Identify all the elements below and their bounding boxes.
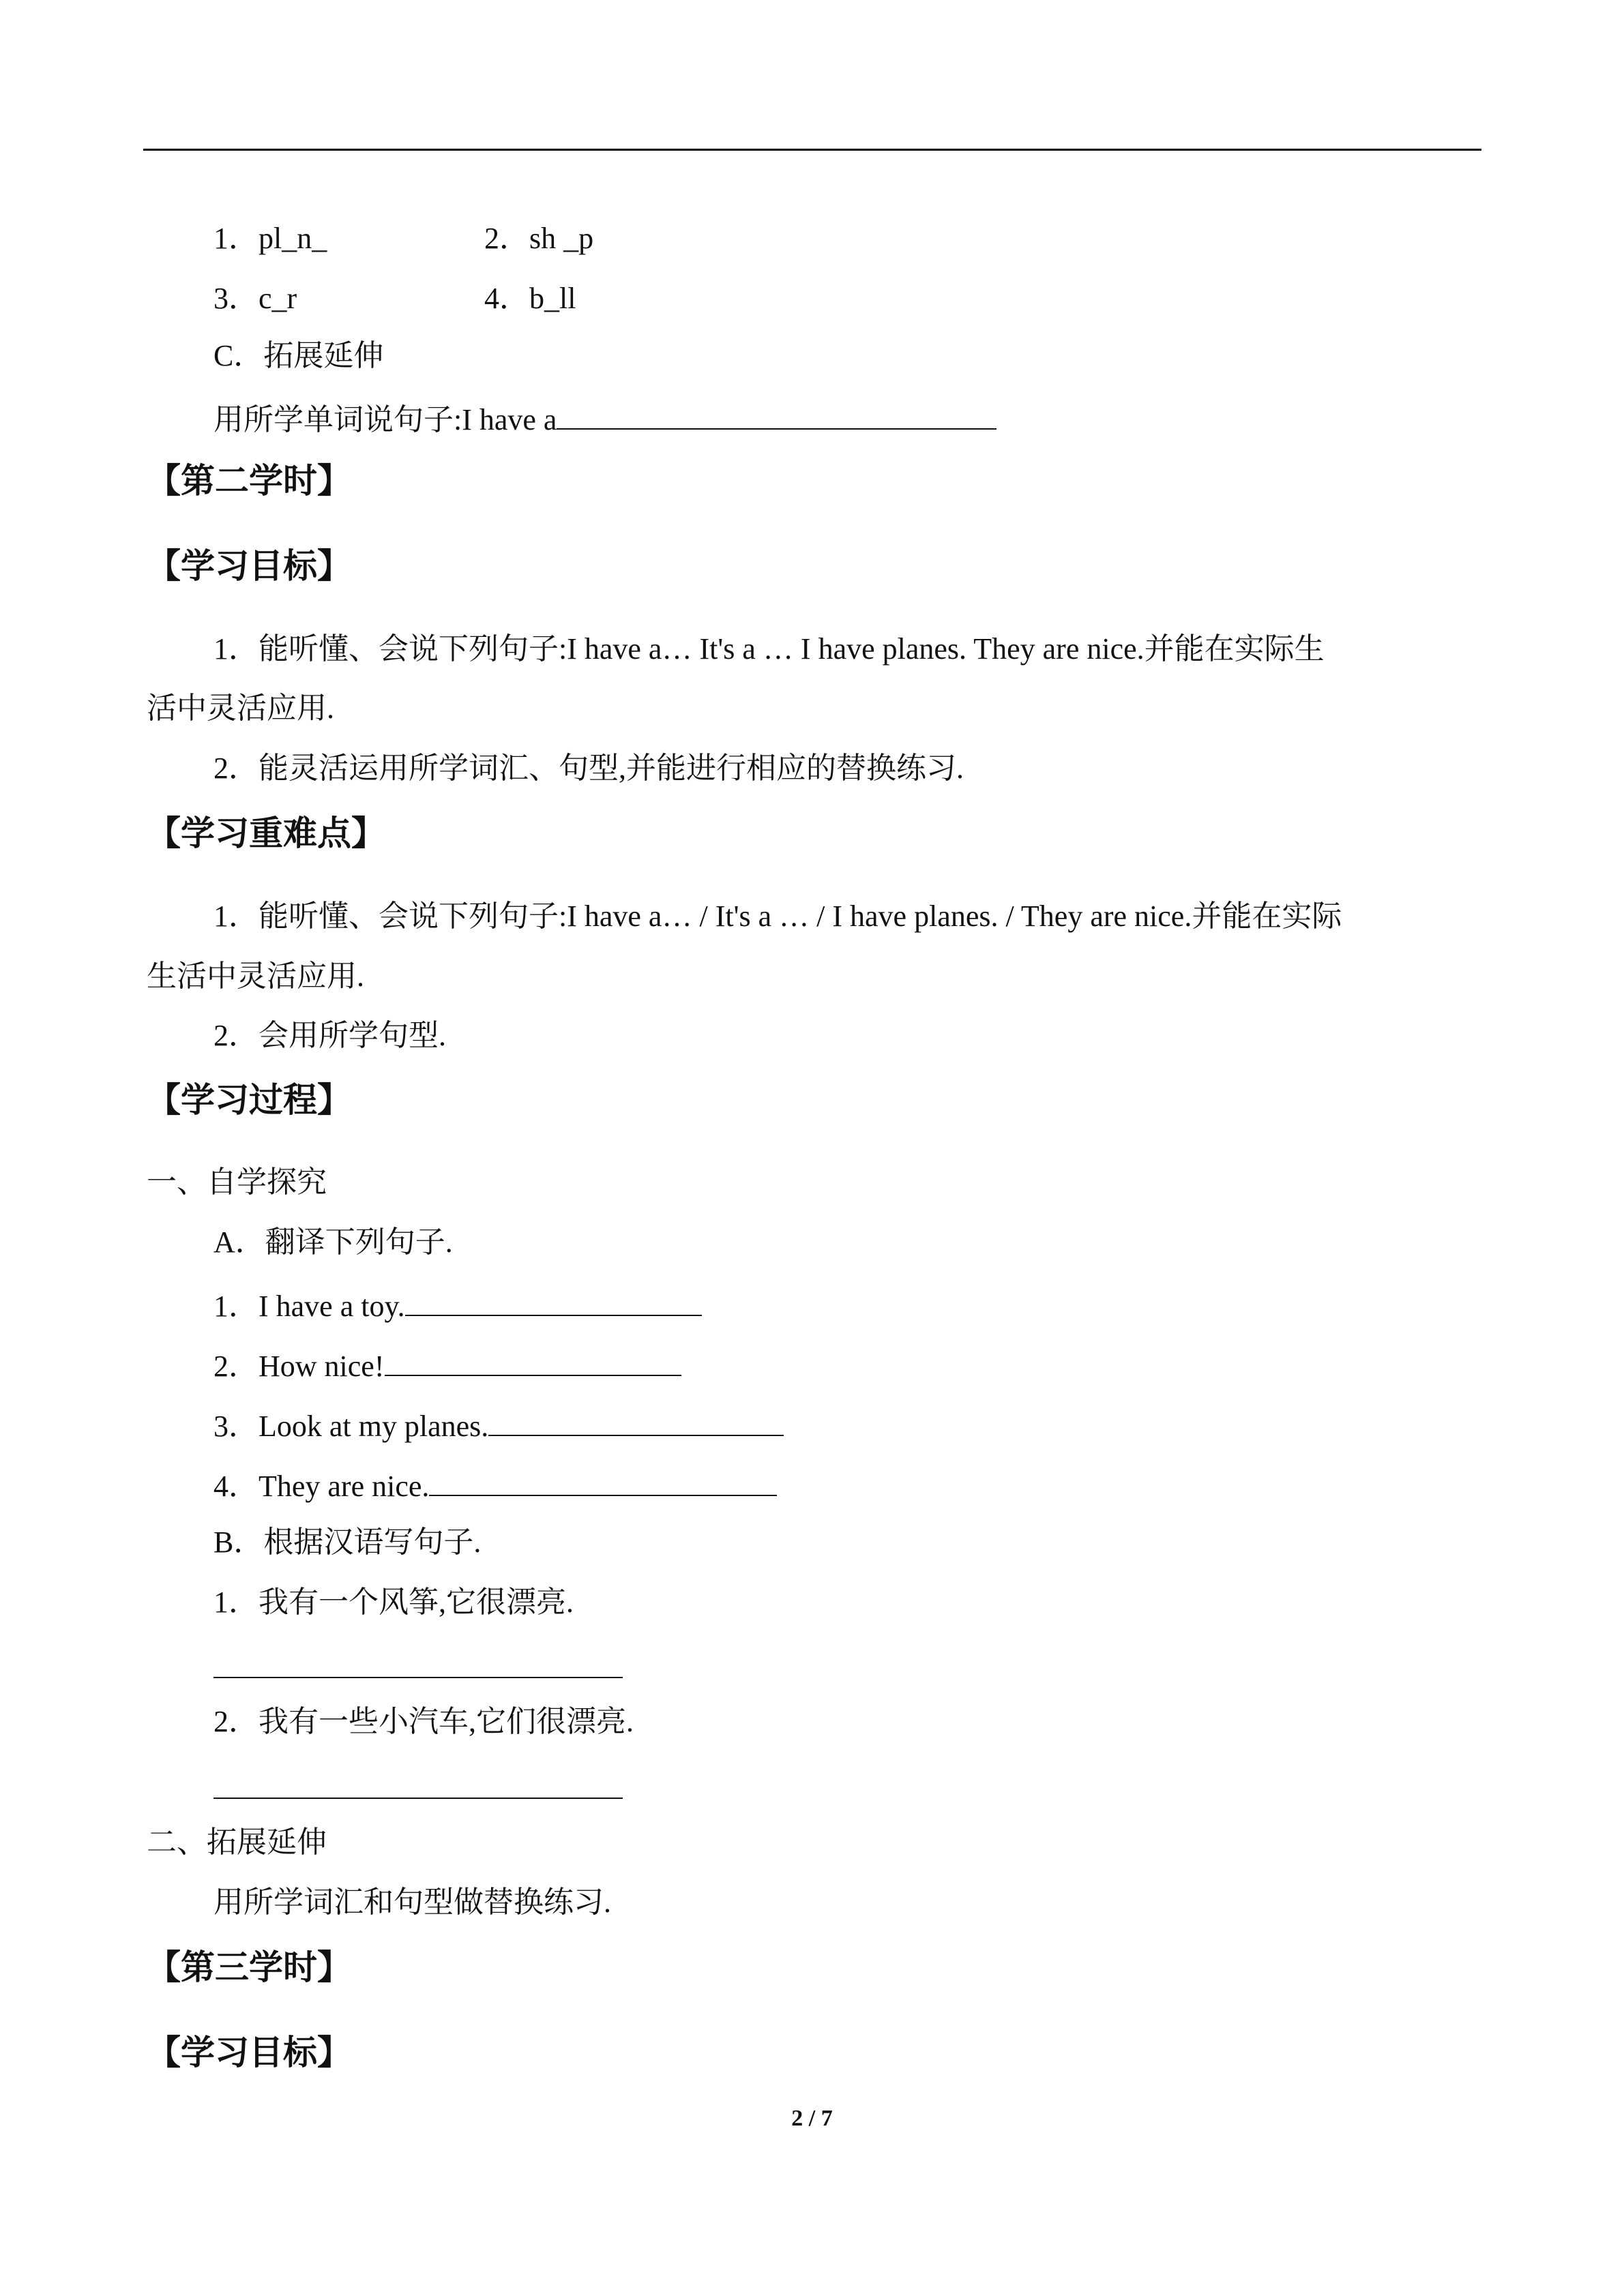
- difficulty-1-line-1: 1．能听懂、会说下列句子:I have a… / It's a … / I have planes. / They are nice.并能在实际: [213, 899, 1342, 933]
- answer-blank[interactable]: [429, 1467, 777, 1496]
- lesson3-title: 【第三学时】: [147, 1948, 351, 1987]
- write-answer-line-1[interactable]: [213, 1677, 623, 1678]
- answer-blank[interactable]: [557, 401, 996, 430]
- translate-item-2: 2．How nice!: [213, 1347, 681, 1382]
- expand-text: 用所学词汇和句型做替换练习.: [213, 1885, 611, 1919]
- goal-1-line-1: 1．能听懂、会说下列句子:I have a… It's a … I have planes. They are nice.并能在实际生: [213, 632, 1325, 666]
- spelling-item-3: 3．c_r: [213, 282, 297, 315]
- translate-item-3: 3．Look at my planes.: [213, 1407, 784, 1442]
- expand-heading: 二、拓展延伸: [147, 1825, 327, 1859]
- process-heading: 【学习过程】: [147, 1080, 351, 1120]
- goal-1-line-2: 活中灵活应用.: [147, 691, 334, 725]
- write-answer-line-2[interactable]: [213, 1798, 623, 1799]
- extension-prompt: 用所学单词说句子:I have a: [213, 401, 996, 435]
- answer-blank[interactable]: [488, 1407, 784, 1436]
- part-a-label: A．翻译下列句子.: [213, 1225, 453, 1259]
- difficulty-heading: 【学习重难点】: [147, 814, 385, 853]
- goal-2: 2．能灵活运用所学词汇、句型,并能进行相应的替换练习.: [213, 751, 964, 785]
- self-study-heading: 一、自学探究: [147, 1165, 327, 1199]
- answer-blank[interactable]: [405, 1287, 702, 1316]
- difficulty-2: 2．会用所学句型.: [213, 1019, 446, 1052]
- header-rule: [143, 149, 1481, 151]
- answer-blank[interactable]: [385, 1347, 681, 1376]
- translate-item-4: 4．They are nice.: [213, 1467, 777, 1502]
- spelling-item-2: 2．sh _p: [484, 222, 594, 255]
- spelling-item-1: 1．pl_n_: [213, 222, 327, 255]
- extension-label: C．拓展延伸: [213, 339, 384, 372]
- lesson2-goals-heading: 【学习目标】: [147, 546, 351, 586]
- write-item-1: 1．我有一个风筝,它很漂亮.: [213, 1585, 574, 1619]
- write-item-2: 2．我有一些小汽车,它们很漂亮.: [213, 1705, 634, 1738]
- part-b-label: B．根据汉语写句子.: [213, 1525, 482, 1559]
- spelling-item-4: 4．b_ll: [484, 282, 576, 315]
- difficulty-1-line-2: 生活中灵活应用.: [147, 959, 364, 993]
- page-number: 2 / 7: [791, 2106, 833, 2131]
- translate-item-1: 1．I have a toy.: [213, 1287, 702, 1322]
- lesson3-goals-heading: 【学习目标】: [147, 2033, 351, 2072]
- lesson2-title: 【第二学时】: [147, 461, 351, 501]
